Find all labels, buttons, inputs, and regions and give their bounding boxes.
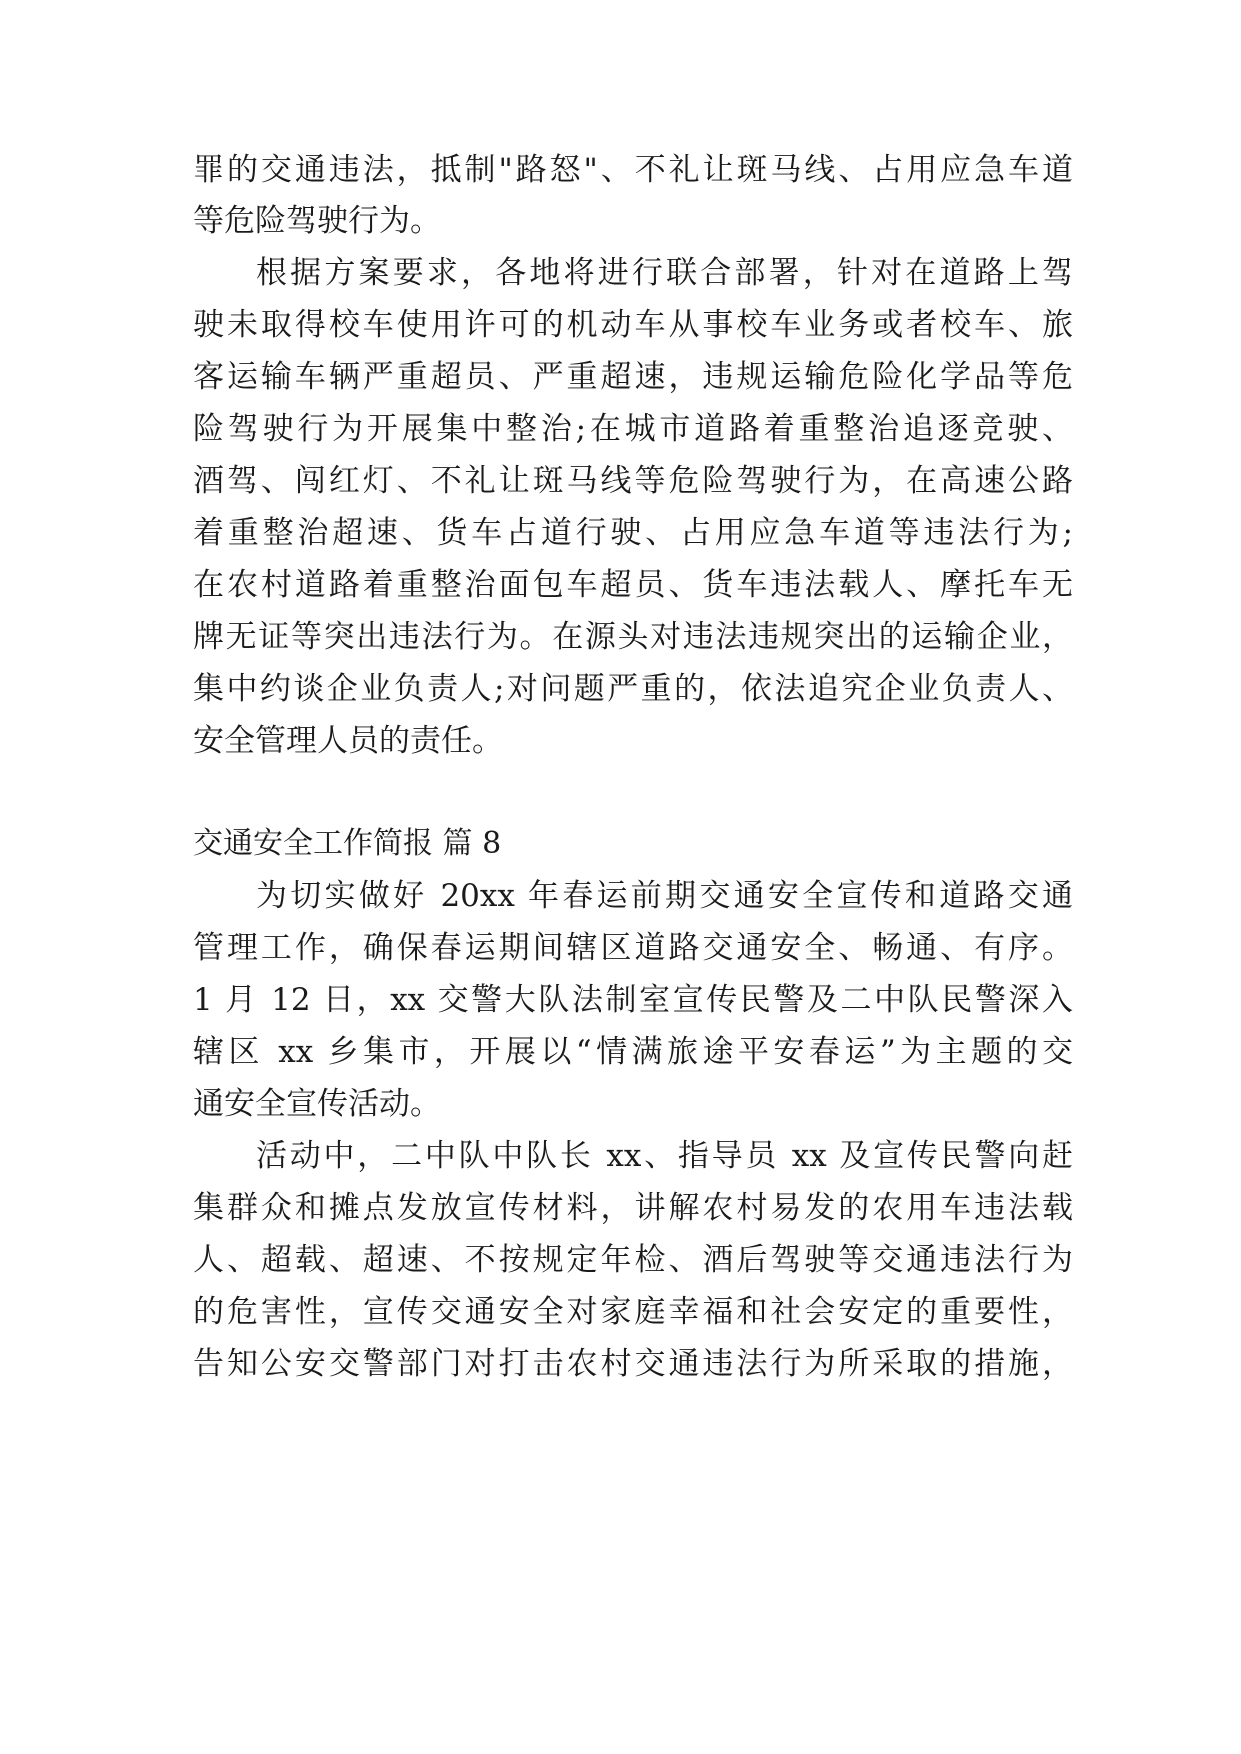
paragraph-line: 客运输车辆严重超员、严重超速，违规运输危险化学品等危 <box>193 359 1073 395</box>
paragraph-line: 1 月 12 日，xx 交警大队法制室宣传民警及二中队民警深入 <box>193 982 1073 1018</box>
paragraph-line: 罪的交通违法，抵制"路怒"、不礼让斑马线、占用应急车道 <box>193 152 1073 188</box>
paragraph-line: 在农村道路着重整治面包车超员、货车违法载人、摩托车无 <box>193 567 1073 603</box>
paragraph-line: 牌无证等突出违法行为。在源头对违法违规突出的运输企业， <box>193 619 1073 655</box>
paragraph-line: 安全管理人员的责任。 <box>193 723 503 759</box>
paragraph-line: 辖区 xx 乡集市，开展以“情满旅途平安春运”为主题的交 <box>193 1034 1073 1070</box>
paragraph-line: 通安全宣传活动。 <box>193 1086 441 1122</box>
paragraph-line: 的危害性，宣传交通安全对家庭幸福和社会安定的重要性， <box>193 1294 1073 1330</box>
paragraph-line: 为切实做好 20xx 年春运前期交通安全宣传和道路交通 <box>256 878 1073 914</box>
paragraph-line: 驶未取得校车使用许可的机动车从事校车业务或者校车、旅 <box>193 307 1073 343</box>
paragraph-line: 酒驾、闯红灯、不礼让斑马线等危险驾驶行为，在高速公路 <box>193 463 1073 499</box>
paragraph-line: 险驾驶行为开展集中整治;在城市道路着重整治追逐竞驶、 <box>193 411 1073 447</box>
paragraph-line: 告知公安交警部门对打击农村交通违法行为所采取的措施， <box>193 1346 1073 1382</box>
paragraph-line: 根据方案要求，各地将进行联合部署，针对在道路上驾 <box>256 255 1073 291</box>
section-heading: 交通安全工作简报 篇 8 <box>193 826 502 861</box>
paragraph-line: 管理工作，确保春运期间辖区道路交通安全、畅通、有序。 <box>193 930 1073 966</box>
paragraph-line: 等危险驾驶行为。 <box>193 203 441 239</box>
paragraph-line: 人、超载、超速、不按规定年检、酒后驾驶等交通违法行为 <box>193 1242 1073 1278</box>
paragraph-line: 集群众和摊点发放宣传材料，讲解农村易发的农用车违法载 <box>193 1190 1073 1226</box>
paragraph-line: 集中约谈企业负责人;对问题严重的，依法追究企业负责人、 <box>193 671 1073 707</box>
paragraph-line: 着重整治超速、货车占道行驶、占用应急车道等违法行为; <box>193 515 1073 551</box>
paragraph-line: 活动中，二中队中队长 xx、指导员 xx 及宣传民警向赶 <box>256 1138 1073 1174</box>
